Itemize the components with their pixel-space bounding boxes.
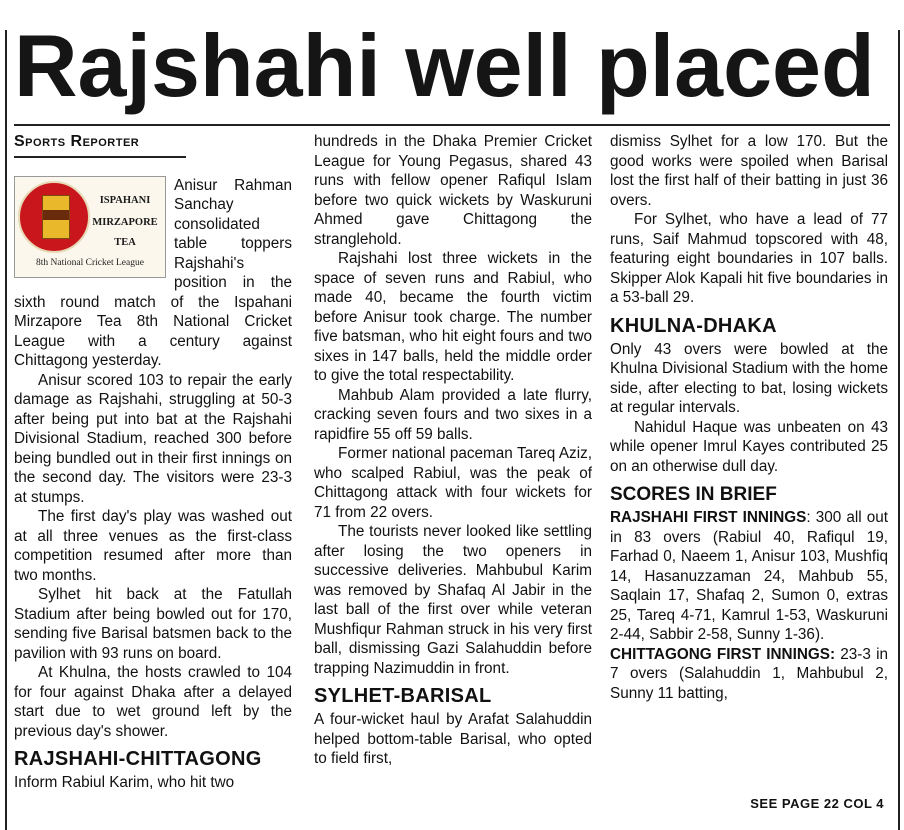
paragraph: dismiss Sylhet for a low 170. But the good works were spoiled when Barisal lost the first half of their batting in just 36 overs. (610, 133, 888, 209)
paragraph: Anisur Rahman Sanchay consolidated table toppers Rajshahi's position in the sixth round match of the Ispahani Mirzapore Tea 8th National Cricket League with a century against Chittagong yesterday. (14, 176, 292, 369)
sponsor-logo (14, 176, 166, 280)
paragraph: A four-wicket haul by Arafat Salahuddin helped bottom-table Barisal, who opted to field first, (314, 711, 592, 767)
logo-line-4: 8th National Cricket League (36, 258, 144, 268)
right-border-rule (898, 30, 900, 830)
continuation-note: SEE PAGE 22 COL 4 (750, 796, 884, 811)
paragraph: Sylhet hit back at the Fatullah Stadium after being bowled out for 170, sending five Barisal batsmen back to the pavilion with 93 runs on board. (14, 586, 292, 662)
column-3 (610, 132, 888, 703)
tea-pack-badge-icon (18, 181, 90, 253)
paragraph: Mahbub Alam provided a late flurry, cracking seven fours and two sixes in a rapidfire 55 off 59 balls. (314, 386, 592, 443)
paragraph: Anisur scored 103 to repair the early damage as Rajshahi, struggling at 50-3 after being put into bat at the Rajshahi Divisional Stadium, reached 300 before being bundled out in their first innings on the second day. The visitors were 23-3 at stumps. (14, 371, 292, 506)
paragraph: Nahidul Haque was unbeaten on 43 while opener Imrul Kayes contributed 25 on an otherwise dull day. (610, 418, 888, 475)
column-2 (314, 132, 592, 769)
headline-rule (14, 124, 890, 126)
subheading-rajshahi-chittagong: RAJSHAHI-CHITTAGONG (14, 748, 262, 770)
left-border-rule (5, 30, 7, 830)
paragraph: At Khulna, the hosts crawled to 104 for four against Dhaka after a delayed start due to wet ground left by the previous day's shower. (14, 664, 292, 740)
logo-line-1: ISPAHANI (99, 194, 151, 206)
subheading-khulna-dhaka: KHULNA-DHAKA (610, 314, 777, 337)
scorecard-text: 23-3 in 7 overs (Salahuddin 1, Mahbubul 2, Sunny 11 batting, (610, 645, 888, 702)
byline: Sports Reporter (14, 132, 186, 158)
paragraph: The first day's play was washed out at all three venues as the first-class competition resumed after more than two months. (14, 508, 292, 584)
logo-line-3: TEA (114, 236, 136, 248)
paragraph: For Sylhet, who have a lead of 77 runs, Saif Mahmud topscored with 48, featuring eight boundaries in 107 balls. Skipper Alok Kapali hit five boundaries in a 53-ball 29. (610, 211, 888, 306)
subheading-sylhet-barisal: SYLHET-BARISAL (314, 685, 492, 707)
scorecard-label: CHITTAGONG FIRST INNINGS: (610, 645, 836, 663)
scorecard-chittagong (610, 645, 888, 704)
scorecard-rajshahi (610, 508, 888, 645)
scorecard-text: : 300 all out in 83 overs (Rabiul 40, Rafiqul 19, Farhad 0, Naeem 1, Anisur 103, Mushfiq 14, Hasanuzzaman 24, Mahbub 55, Saqlain 17, Shafaq 2, Sumon 0, extras 25, Tareq 4-71, Kamrul 1-53, Waskuruni 2-44, Sabbir 2-58, Sunny 1-36). (610, 509, 889, 643)
paragraph: Rajshahi lost three wickets in the space of seven runs and Rabiul, who made 40, became the fourth victim before Anisur took charge. The number five batsman, who hit eight fours and two sixes in 147 balls, held the middle order to give the total respectability. (314, 250, 592, 384)
scorecard-label: RAJSHAHI FIRST INNINGS (610, 509, 807, 526)
paragraph: Inform Rabiul Karim, who hit two (14, 774, 235, 791)
paragraph: The tourists never looked like settling after losing the two openers in successive deliveries. Mahbubul Karim was removed by Shafaq Al Jabir in the last ball of the first over while veteran Mushfiqur Rahman struck in his very first ball, dismissing Gazi Salahuddin before trapping Nazimuddin in front. (314, 523, 592, 677)
paragraph: Only 43 overs were bowled at the Khulna Divisional Stadium with the home side, after electing to bat, losing wickets at regular intervals. (610, 340, 888, 416)
ispahani-logo-image (14, 176, 166, 278)
paragraph: hundreds in the Dhaka Premier Cricket League for Young Pegasus, shared 43 runs with fellow opener Rafiqul Islam before two quick wickets by Waskuruni Ahmed gave Chittagong the stranglehold. (314, 133, 592, 248)
scores-in-brief-heading: SCORES IN BRIEF (610, 484, 777, 505)
column-1 (14, 132, 292, 793)
paragraph: Former national paceman Tareq Aziz, who scalped Rabiul, was the peak of Chittagong attack with four wickets for 71 from 22 overs. (314, 445, 592, 521)
logo-line-2: MIRZAPORE (92, 216, 158, 228)
headline: Rajshahi well placed (14, 16, 875, 115)
